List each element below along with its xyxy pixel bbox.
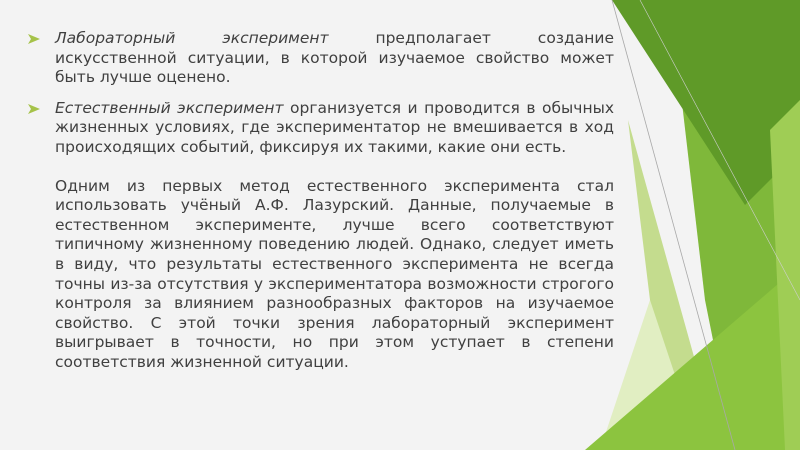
term-natural-experiment: Естественный эксперимент: [55, 98, 284, 117]
term-laboratory-experiment: Лабораторный эксперимент: [55, 29, 329, 47]
bullet-laboratory-experiment: [28, 29, 614, 88]
bullet-natural-experiment: [28, 99, 614, 373]
definition-laboratory-experiment: предполагает создание искусственной ситуации, в которой изучаемое свойство может быть лучше оценено.: [55, 29, 614, 87]
arrow-bullet-icon: [28, 104, 40, 114]
definition-natural-experiment: организуется и проводится в обычных жизненных условиях, где экспериментатор не вмешивается в ход происходящих событий, фиксируя их такими, какие они есть.: [55, 98, 614, 156]
slide-content: [28, 29, 614, 373]
facet-bright-green: [585, 265, 800, 450]
arrow-bullet-icon: [28, 34, 40, 44]
natural-experiment-paragraph: Одним из первых метод естественного эксперимента стал использовать учёный А.Ф. Лазурский. Данные, получаемые в естественном эксперименте, лучше всего соответствуют типичному жизненному поведению людей. Однако, следует иметь в виду, что результаты естественного эксперимента не всегда точны из-за отсутствия у экспериментатора возможности строгого контроля за влиянием разнообразных факторов на изучаемое свойство. С этой точки зрения лабораторный эксперимент выигрывает в точности, но при этом уступает в степени соответствия жизненной ситуации.: [55, 176, 614, 371]
